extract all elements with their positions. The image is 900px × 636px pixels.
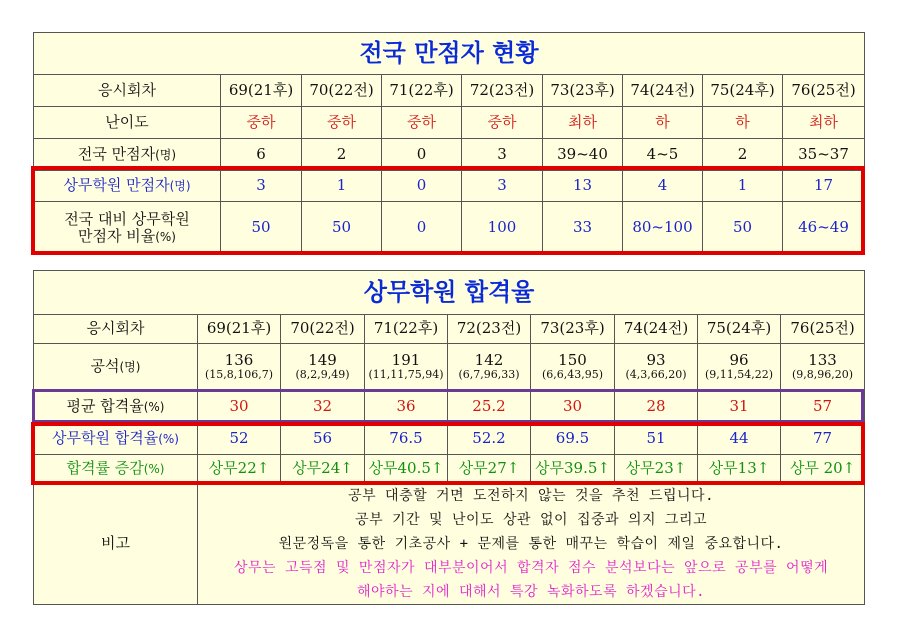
sangmu-pass-label-text: 상무학원 합격율 bbox=[52, 428, 159, 447]
sangmu-perfect-label bbox=[34, 171, 221, 202]
diff-row bbox=[34, 455, 865, 484]
diff-unit: (%) bbox=[143, 462, 165, 477]
sangmu-perfect-cell: 3 bbox=[221, 171, 302, 202]
table2-col-0: 69(21후) bbox=[198, 315, 281, 344]
openings-breakdown: (15,8,106,7) bbox=[204, 368, 274, 382]
openings-label bbox=[34, 344, 198, 391]
openings-total: 191 bbox=[391, 351, 421, 370]
national-perfect-unit: (명) bbox=[155, 147, 177, 162]
diff-label-text: 합격률 증감 bbox=[66, 459, 144, 478]
openings-total: 150 bbox=[558, 351, 587, 370]
sangmu-pass-cell: 56 bbox=[281, 423, 365, 455]
pass-rate-table bbox=[33, 270, 865, 605]
diff-cell: 상무27↑ bbox=[448, 455, 531, 484]
diff-cell: 상무 20↑ bbox=[781, 455, 865, 484]
table1-col-1: 70(22전) bbox=[302, 75, 382, 107]
openings-unit: (명) bbox=[119, 360, 141, 375]
openings-total: 149 bbox=[308, 351, 337, 370]
openings-breakdown: (9,11,54,22) bbox=[704, 368, 774, 382]
openings-breakdown: (11,11,75,94) bbox=[368, 368, 444, 382]
diff-cell: 상무39.5↑ bbox=[531, 455, 615, 484]
avg-pass-row bbox=[34, 391, 865, 423]
difficulty-cell: 최하 bbox=[543, 107, 623, 139]
openings-cell bbox=[531, 344, 615, 391]
national-perfect-cell: 3 bbox=[462, 139, 543, 171]
openings-cell bbox=[698, 344, 781, 391]
national-perfect-cell: 0 bbox=[382, 139, 462, 171]
diff-label bbox=[34, 455, 198, 484]
table2-col-5: 74(24전) bbox=[615, 315, 698, 344]
sangmu-perfect-cell: 17 bbox=[783, 171, 865, 202]
table1-col-2: 71(22후) bbox=[382, 75, 462, 107]
ratio-row bbox=[34, 202, 865, 255]
ratio-cell: 50 bbox=[221, 202, 302, 255]
sangmu-pass-cell: 76.5 bbox=[365, 423, 448, 455]
sangmu-pass-label bbox=[34, 423, 198, 455]
national-perfect-cell: 39~40 bbox=[543, 139, 623, 171]
remarks-line-3: 원문정독을 통한 기초공사 + 문제를 통한 매꾸는 학습이 제일 중요합니다. bbox=[278, 536, 784, 552]
table2-title: 상무학원 합격율 bbox=[34, 271, 865, 315]
national-perfect-cell: 6 bbox=[221, 139, 302, 171]
table1-col-6: 75(24후) bbox=[703, 75, 783, 107]
national-perfect-cell: 35~37 bbox=[783, 139, 865, 171]
diff-cell: 상무13↑ bbox=[698, 455, 781, 484]
avg-pass-cell: 30 bbox=[531, 391, 615, 423]
ratio-cell: 0 bbox=[382, 202, 462, 255]
openings-row bbox=[34, 344, 865, 391]
openings-breakdown: (9,8,96,20) bbox=[792, 368, 854, 382]
difficulty-cell: 하 bbox=[703, 107, 783, 139]
table2-col-1: 70(22전) bbox=[281, 315, 365, 344]
table2-col-7: 76(25전) bbox=[781, 315, 865, 344]
sangmu-perfect-row bbox=[34, 171, 865, 202]
difficulty-cell: 중하 bbox=[302, 107, 382, 139]
difficulty-cell: 중하 bbox=[382, 107, 462, 139]
ratio-cell: 50 bbox=[703, 202, 783, 255]
avg-pass-label-text: 평균 합격율 bbox=[66, 396, 144, 415]
sangmu-perfect-unit: (명) bbox=[169, 179, 191, 194]
sangmu-perfect-cell: 1 bbox=[703, 171, 783, 202]
openings-breakdown: (8,2,9,49) bbox=[295, 368, 350, 382]
sangmu-perfect-label-text: 상무학원 만점자 bbox=[63, 176, 170, 195]
sangmu-pass-cell: 52.2 bbox=[448, 423, 531, 455]
remarks-text bbox=[198, 484, 865, 605]
openings-cell bbox=[781, 344, 865, 391]
sangmu-perfect-cell: 3 bbox=[462, 171, 543, 202]
perfect-score-table bbox=[33, 32, 865, 255]
sangmu-perfect-cell: 1 bbox=[302, 171, 382, 202]
table1-header-label: 응시회차 bbox=[34, 75, 221, 107]
openings-label-text: 공석 bbox=[90, 357, 120, 376]
avg-pass-cell: 32 bbox=[281, 391, 365, 423]
diff-cell: 상무22↑ bbox=[198, 455, 281, 484]
ratio-unit: (%) bbox=[155, 230, 176, 244]
sangmu-pass-cell: 69.5 bbox=[531, 423, 615, 455]
sangmu-pass-cell: 51 bbox=[615, 423, 698, 455]
difficulty-cell: 중하 bbox=[221, 107, 302, 139]
openings-cell bbox=[365, 344, 448, 391]
table2-col-4: 73(23후) bbox=[531, 315, 615, 344]
sangmu-pass-cell: 52 bbox=[198, 423, 281, 455]
national-perfect-cell: 2 bbox=[703, 139, 783, 171]
avg-pass-cell: 31 bbox=[698, 391, 781, 423]
remarks-line-2: 공부 기간 및 난이도 상관 없이 집중과 의지 그리고 bbox=[355, 512, 707, 528]
sangmu-perfect-cell: 13 bbox=[543, 171, 623, 202]
ratio-cell: 50 bbox=[302, 202, 382, 255]
difficulty-cell: 하 bbox=[623, 107, 703, 139]
ratio-cell: 46~49 bbox=[783, 202, 865, 255]
ratio-cell: 80~100 bbox=[623, 202, 703, 255]
diff-cell: 상무23↑ bbox=[615, 455, 698, 484]
national-perfect-row bbox=[34, 139, 865, 171]
avg-pass-cell: 30 bbox=[198, 391, 281, 423]
difficulty-cell: 최하 bbox=[783, 107, 865, 139]
avg-pass-cell: 25.2 bbox=[448, 391, 531, 423]
table2-col-3: 72(23전) bbox=[448, 315, 531, 344]
openings-breakdown: (4,3,66,20) bbox=[625, 368, 687, 382]
openings-breakdown: (6,6,43,95) bbox=[541, 368, 604, 382]
openings-total: 136 bbox=[224, 351, 254, 370]
openings-cell bbox=[198, 344, 281, 391]
table2-col-6: 75(24후) bbox=[698, 315, 781, 344]
diff-cell: 상무40.5↑ bbox=[365, 455, 448, 484]
table1-col-7: 76(25전) bbox=[783, 75, 865, 107]
avg-pass-label bbox=[34, 391, 198, 423]
national-perfect-label bbox=[34, 139, 221, 171]
difficulty-cell: 중하 bbox=[462, 107, 543, 139]
openings-total: 96 bbox=[729, 351, 749, 370]
remarks-line-4: 상무는 고득점 및 만점자가 대부분이어서 합격자 점수 분석보다는 앞으로 공부를 어떻게 bbox=[233, 560, 829, 576]
avg-pass-cell: 57 bbox=[781, 391, 865, 423]
table1-title: 전국 만점자 현황 bbox=[34, 33, 865, 75]
ratio-label-line1: 전국 대비 상무학원 bbox=[64, 209, 190, 228]
diff-cell: 상무24↑ bbox=[281, 455, 365, 484]
ratio-label-line2: 만점자 비율 bbox=[78, 227, 156, 245]
remarks-label: 비고 bbox=[34, 484, 198, 605]
table2-header-row bbox=[34, 315, 865, 344]
remarks-line-5: 해야하는 지에 대해서 특강 녹화하도록 하겠습니다. bbox=[357, 584, 706, 600]
sangmu-pass-cell: 44 bbox=[698, 423, 781, 455]
remarks-line-1: 공부 대충할 거면 도전하지 않는 것을 추천 드립니다. bbox=[348, 488, 715, 504]
openings-total: 142 bbox=[474, 351, 504, 370]
openings-total: 93 bbox=[646, 351, 666, 370]
avg-pass-cell: 28 bbox=[615, 391, 698, 423]
avg-pass-cell: 36 bbox=[365, 391, 448, 423]
national-perfect-cell: 4~5 bbox=[623, 139, 703, 171]
openings-cell bbox=[448, 344, 531, 391]
ratio-cell: 33 bbox=[543, 202, 623, 255]
table2-col-2: 71(22후) bbox=[365, 315, 448, 344]
difficulty-label: 난이도 bbox=[34, 107, 221, 139]
table2-header-label: 응시회차 bbox=[34, 315, 198, 344]
ratio-cell: 100 bbox=[462, 202, 543, 255]
openings-cell bbox=[615, 344, 698, 391]
sangmu-perfect-cell: 0 bbox=[382, 171, 462, 202]
difficulty-row bbox=[34, 107, 865, 139]
avg-pass-unit: (%) bbox=[143, 399, 165, 414]
openings-total: 133 bbox=[808, 351, 837, 370]
table1-header-row bbox=[34, 75, 865, 107]
remarks-row bbox=[34, 484, 865, 605]
table1-col-3: 72(23전) bbox=[462, 75, 543, 107]
openings-cell bbox=[281, 344, 365, 391]
ratio-label bbox=[34, 202, 221, 255]
openings-breakdown: (6,7,96,33) bbox=[458, 368, 520, 382]
sangmu-pass-cell: 77 bbox=[781, 423, 865, 455]
table1-col-0: 69(21후) bbox=[221, 75, 302, 107]
sangmu-pass-row bbox=[34, 423, 865, 455]
table1-col-4: 73(23후) bbox=[543, 75, 623, 107]
sangmu-perfect-cell: 4 bbox=[623, 171, 703, 202]
national-perfect-label-text: 전국 만점자 bbox=[77, 144, 156, 163]
sangmu-pass-unit: (%) bbox=[158, 431, 179, 446]
table1-col-5: 74(24전) bbox=[623, 75, 703, 107]
national-perfect-cell: 2 bbox=[302, 139, 382, 171]
